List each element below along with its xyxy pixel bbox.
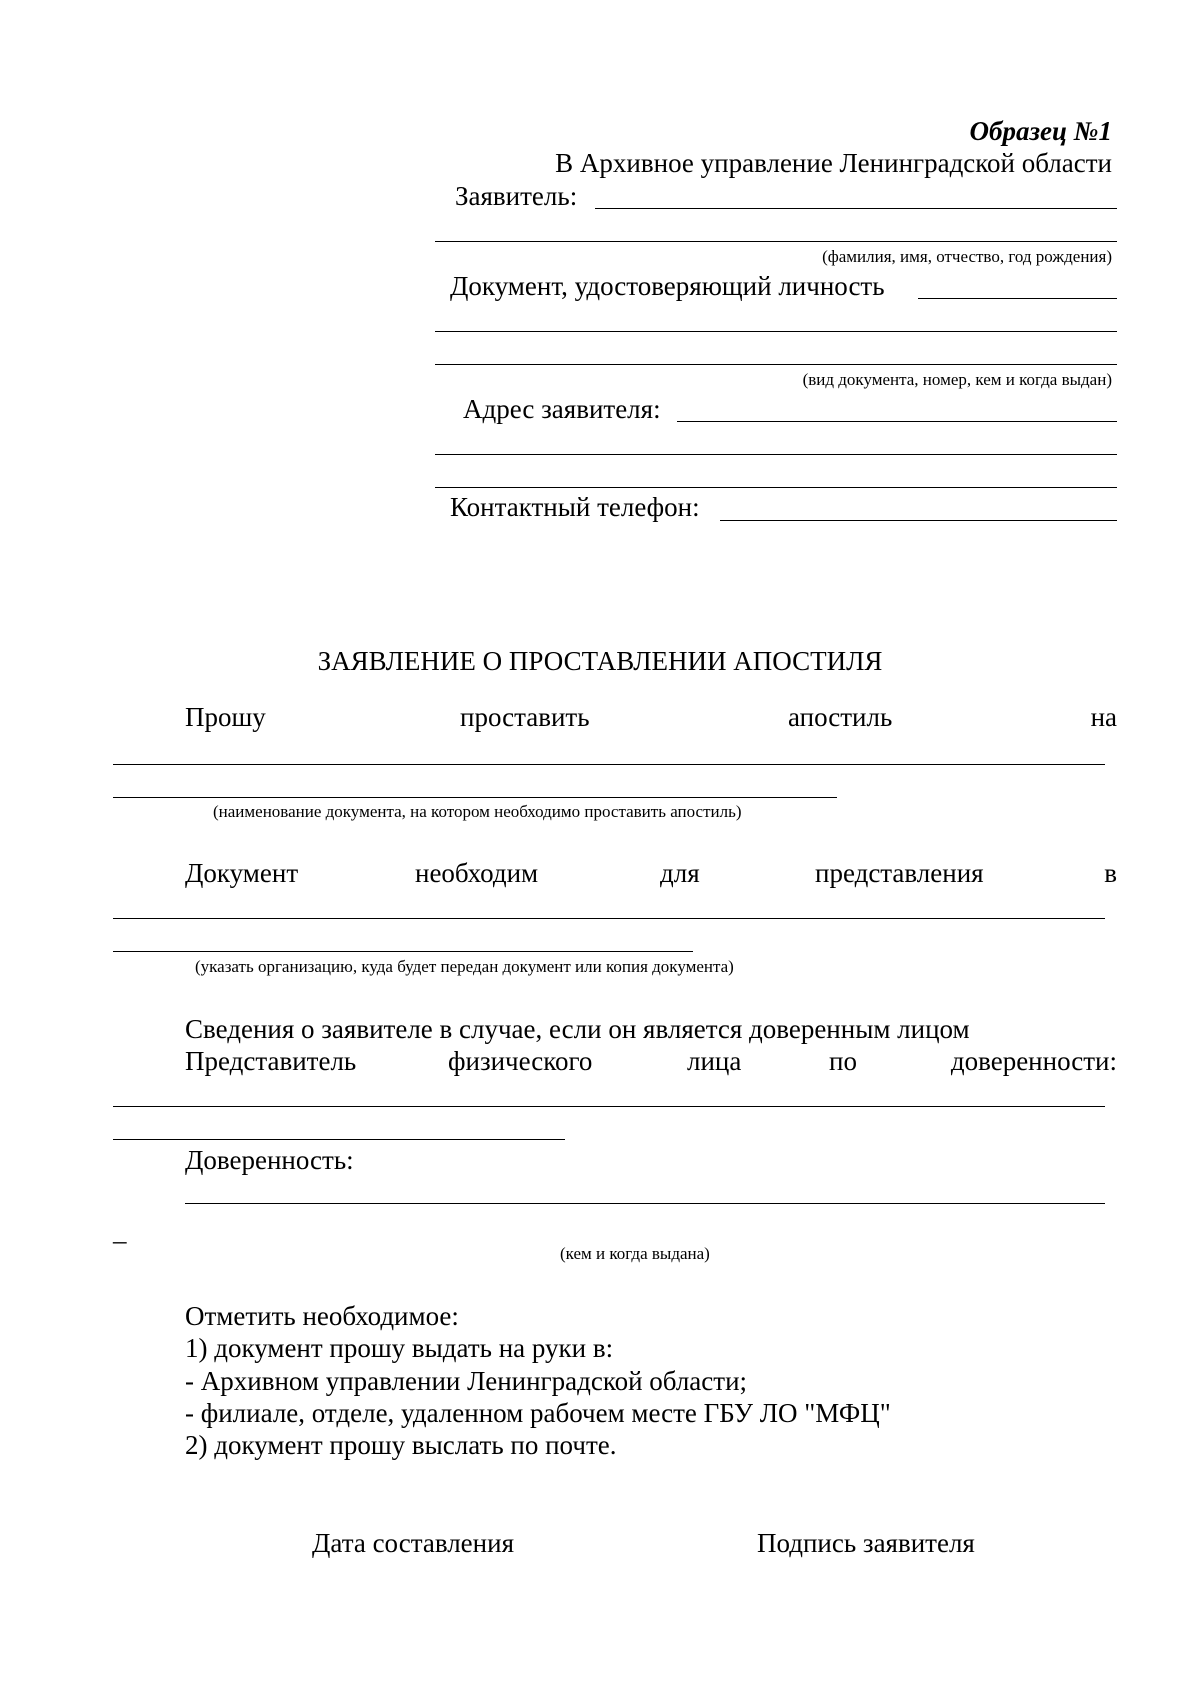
purpose-word-3: для (660, 858, 700, 888)
option-item-3: - филиале, отделе, удаленном рабочем месте ГБУ ЛО "МФЦ" (185, 1398, 891, 1428)
document-name-field-line-2[interactable] (113, 797, 837, 798)
representative-word-5: доверенности: (950, 1046, 1117, 1076)
address-field-line-3[interactable] (435, 487, 1117, 488)
phone-field-line[interactable] (720, 520, 1117, 521)
request-word-2: проставить (460, 702, 590, 732)
request-word-4: на (1090, 702, 1117, 732)
representative-word-3: лица (687, 1046, 742, 1076)
purpose-word-4: представления (815, 858, 984, 888)
id-document-hint: (вид документа, номер, кем и когда выдан) (802, 370, 1112, 389)
purpose-word-2: необходим (415, 858, 539, 888)
request-word-1: Прошу (185, 702, 266, 732)
id-document-field-line[interactable] (918, 298, 1117, 299)
organization-hint: (указать организацию, куда будет передан документ или копия документа) (195, 957, 734, 976)
power-of-attorney-field-line[interactable] (185, 1203, 1105, 1204)
option-item-1: 1) документ прошу выдать на руки в: (185, 1333, 614, 1363)
representative-intro: Сведения о заявителе в случае, если он является доверенным лицом (185, 1014, 970, 1044)
phone-label: Контактный телефон: (450, 492, 700, 522)
id-document-field-line-2[interactable] (435, 331, 1117, 332)
power-of-attorney-label: Доверенность: (185, 1145, 354, 1175)
options-title: Отметить необходимое: (185, 1301, 459, 1331)
document-name-field-line[interactable] (113, 764, 1105, 765)
date-label: Дата составления (312, 1528, 514, 1558)
organization-field-line-2[interactable] (113, 951, 693, 952)
form-title: ЗАЯВЛЕНИЕ О ПРОСТАВЛЕНИИ АПОСТИЛЯ (317, 646, 883, 676)
address-field-line-2[interactable] (435, 454, 1117, 455)
applicant-field-line[interactable] (595, 208, 1117, 209)
id-document-label: Документ, удостоверяющий личность (450, 271, 885, 301)
signature-label: Подпись заявителя (757, 1528, 975, 1558)
id-document-field-line-3[interactable] (435, 364, 1117, 365)
request-word-3: апостиль (788, 702, 893, 732)
address-label: Адрес заявителя: (463, 394, 661, 424)
option-item-2: - Архивном управлении Ленинградской области; (185, 1366, 748, 1396)
purpose-word-5: в (1104, 858, 1117, 888)
organization-field-line[interactable] (113, 918, 1105, 919)
representative-field-line[interactable] (113, 1106, 1105, 1107)
purpose-word-1: Документ (185, 858, 299, 888)
applicant-field-line-2[interactable] (435, 241, 1117, 242)
option-item-4: 2) документ прошу выслать по почте. (185, 1430, 617, 1460)
representative-word-1: Представитель (185, 1046, 357, 1076)
recipient-line: В Архивное управление Ленинградской области (555, 148, 1112, 178)
stray-underscore-mark: _ (113, 1216, 127, 1246)
applicant-hint: (фамилия, имя, отчество, год рождения) (822, 247, 1112, 266)
document-name-hint: (наименование документа, на котором необходимо проставить апостиль) (213, 802, 742, 821)
representative-word-4: по (829, 1046, 857, 1076)
power-of-attorney-hint: (кем и когда выдана) (560, 1244, 710, 1263)
address-field-line[interactable] (677, 421, 1117, 422)
sample-number-label: Образец №1 (969, 116, 1112, 146)
representative-word-2: физического (448, 1046, 593, 1076)
representative-field-line-2[interactable] (113, 1139, 565, 1140)
applicant-label: Заявитель: (455, 181, 578, 211)
